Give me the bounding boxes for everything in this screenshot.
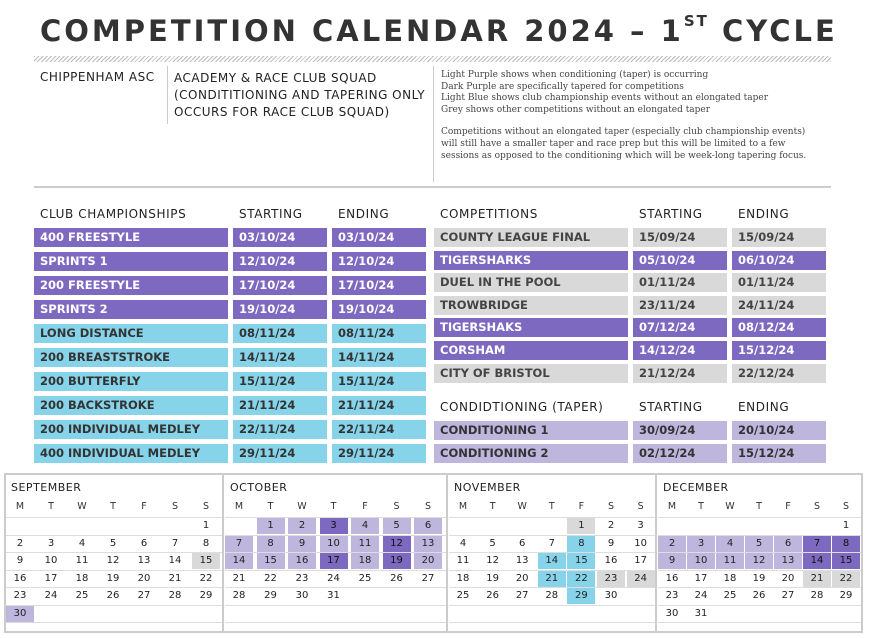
calendar-day: 13	[137, 555, 151, 566]
calendar-day: 5	[109, 537, 117, 549]
club-championship-end-date: 03/10/24	[332, 228, 426, 247]
competition-start-date: 05/10/24	[633, 251, 727, 270]
calendar-day: 4	[351, 518, 379, 534]
month-name: SEPTEMBER	[11, 481, 82, 494]
club-championships-header: CLUB CHAMPIONSHIPS	[40, 207, 187, 221]
calendar-day: 26	[390, 572, 403, 584]
conditioning-start-date: 02/12/24	[633, 444, 727, 463]
calendar-day: 28	[232, 590, 246, 601]
calendar-day: 12	[106, 555, 120, 566]
calendar-day: 20	[137, 572, 151, 584]
starting-header: STARTING	[639, 400, 703, 414]
weekday-label: M	[234, 501, 244, 512]
calendar-day: 11	[75, 555, 89, 566]
club-championship-event: 200 INDIVIDUAL MEDLEY	[34, 420, 228, 439]
competition-event: CORSHAM	[434, 341, 628, 360]
calendar-day: 18	[456, 572, 470, 584]
calendar-day: 13	[515, 555, 529, 566]
calendar-day: 1	[202, 520, 210, 531]
calendar-day: 21	[232, 572, 246, 584]
calendar-day: 22	[567, 571, 595, 587]
calendar-day: 6	[519, 537, 526, 549]
ending-header: ENDING	[338, 207, 390, 221]
calendar-day: 25	[456, 590, 470, 601]
club-championship-event: 400 INDIVIDUAL MEDLEY	[34, 444, 228, 463]
calendar-day: 7	[171, 537, 179, 549]
grid-line	[6, 517, 223, 518]
calendar-day: 12	[486, 555, 499, 566]
calendar-day: 3	[637, 520, 644, 531]
title-superscript: ST	[683, 12, 709, 30]
weekday-label: T	[489, 501, 496, 512]
calendar-day: 29	[199, 590, 213, 601]
calendar-day: 24	[627, 571, 655, 587]
weekday-label: W	[77, 501, 87, 512]
calendar-day: 7	[225, 536, 253, 552]
weekday-label: T	[267, 501, 274, 512]
calendar-day: 27	[421, 572, 435, 584]
calendar-day: 13	[774, 553, 802, 569]
month-divider	[446, 475, 448, 631]
conditioning-end-date: 15/12/24	[732, 444, 826, 463]
calendar-day: 1	[567, 518, 595, 534]
calendar-september	[6, 475, 223, 631]
calendar-day: 3	[320, 518, 348, 534]
calendar-day: 30	[604, 590, 618, 601]
competition-end-date: 22/12/24	[732, 364, 826, 383]
club-championship-event: SPRINTS 1	[34, 252, 228, 271]
competition-end-date: 15/12/24	[732, 341, 826, 360]
grid-line	[6, 622, 223, 623]
calendar-day: 14	[225, 553, 253, 569]
calendar-day: 4	[78, 537, 86, 549]
calendar-day: 4	[459, 537, 467, 549]
club-championship-end-date: 14/11/24	[332, 348, 426, 367]
calendar-day: 2	[288, 518, 316, 534]
calendar-day: 21	[803, 571, 831, 587]
weekday-label: S	[424, 501, 432, 512]
club-championship-event: 200 BUTTERFLY	[34, 372, 228, 391]
club-championship-end-date: 29/11/24	[332, 444, 426, 463]
club-championship-start-date: 22/11/24	[233, 420, 327, 439]
grid-line	[6, 605, 223, 606]
calendar-day: 13	[414, 536, 442, 552]
conditioning-start-date: 30/09/24	[633, 421, 727, 440]
month-divider	[655, 475, 657, 631]
calendar-day: 16	[13, 572, 27, 584]
calendar-day: 15	[567, 553, 595, 569]
calendar-day: 27	[515, 590, 529, 601]
calendar-day: 10	[634, 537, 647, 549]
calendar-day: 26	[106, 590, 120, 601]
competition-start-date: 23/11/24	[633, 296, 727, 315]
month-name: NOVEMBER	[454, 481, 521, 494]
club-championship-start-date: 15/11/24	[233, 372, 327, 391]
weekday-label: F	[785, 501, 791, 512]
calendar-day: 10	[320, 536, 348, 552]
calendar-day: 31	[327, 590, 340, 601]
club-championship-end-date: 22/11/24	[332, 420, 426, 439]
club-championship-end-date: 15/11/24	[332, 372, 426, 391]
calendar-day: 5	[745, 536, 773, 552]
month-name: DECEMBER	[663, 481, 729, 494]
weekday-label: W	[297, 501, 307, 512]
weekday-label: S	[813, 501, 821, 512]
competition-event: TIGERSHAKS	[434, 318, 628, 337]
calendar-day: 16	[288, 553, 316, 569]
calendar-october	[225, 475, 447, 631]
conditioning-end-date: 20/10/24	[732, 421, 826, 440]
calendar-day: 27	[781, 590, 795, 601]
calendar-day: 29	[839, 590, 853, 601]
calendar-day: 9	[288, 536, 316, 552]
competition-start-date: 15/09/24	[633, 228, 727, 247]
calendar-day: 7	[803, 536, 831, 552]
calendar-day: 24	[44, 590, 58, 601]
club-championship-event: LONG DISTANCE	[34, 324, 228, 343]
club-championship-start-date: 21/11/24	[233, 396, 327, 415]
section-separator	[34, 186, 831, 188]
month-divider	[222, 475, 224, 631]
starting-header: STARTING	[239, 207, 303, 221]
grid-line	[449, 622, 656, 623]
calendar-day: 25	[723, 590, 737, 601]
calendar-day: 11	[351, 536, 379, 552]
calendar-day: 19	[752, 572, 766, 584]
grid-line	[225, 622, 446, 623]
calendar-day: 19	[106, 572, 120, 584]
club-championship-start-date: 29/11/24	[233, 444, 327, 463]
competition-end-date: 06/10/24	[732, 251, 826, 270]
weekday-label: S	[842, 501, 850, 512]
calendar-day: 22	[832, 571, 860, 587]
calendar-day: 17	[634, 555, 647, 566]
divider	[167, 66, 168, 124]
calendar-day: 26	[486, 590, 499, 601]
weekday-label: W	[517, 501, 527, 512]
conditioning-header: CONDIDTIONING (TAPER)	[440, 400, 604, 414]
calendar-day: 8	[832, 536, 860, 552]
weekday-label: S	[607, 501, 615, 512]
club-championship-start-date: 19/10/24	[233, 300, 327, 319]
calendar-day: 5	[489, 537, 496, 549]
calendar-day: 17	[694, 572, 708, 584]
calendar-day: 10	[687, 553, 715, 569]
weekday-label: F	[578, 501, 585, 512]
weekday-label: M	[667, 501, 677, 512]
calendar-day: 1	[842, 520, 850, 531]
calendar-day: 24	[694, 590, 708, 601]
weekday-label: T	[110, 501, 116, 512]
weekday-label: S	[202, 501, 210, 512]
calendar-day: 18	[723, 572, 737, 584]
calendar-day: 18	[75, 572, 89, 584]
weekday-label: T	[756, 501, 762, 512]
club-championship-end-date: 19/10/24	[332, 300, 426, 319]
calendar-day: 23	[665, 590, 679, 601]
club-championship-start-date: 12/10/24	[233, 252, 327, 271]
calendar-day: 25	[75, 590, 89, 601]
calendar-day: 22	[264, 572, 277, 584]
calendar-day: 16	[665, 572, 679, 584]
page-title: COMPETITION CALENDAR 2024 – 1ST CYCLE	[40, 12, 838, 48]
grid-line	[225, 605, 446, 606]
grid-line	[658, 517, 861, 518]
calendar-day: 23	[295, 572, 309, 584]
calendar-day: 11	[456, 555, 470, 566]
calendar-day: 27	[137, 590, 151, 601]
competition-event: TIGERSHARKS	[434, 251, 628, 270]
calendar-day: 3	[47, 537, 55, 549]
calendar-day: 4	[716, 536, 744, 552]
competition-end-date: 01/11/24	[732, 273, 826, 292]
ending-header: ENDING	[738, 207, 790, 221]
club-championship-event: 200 BACKSTROKE	[34, 396, 228, 415]
calendar-day: 14	[168, 555, 182, 566]
calendar-day: 17	[44, 572, 58, 584]
calendar-day: 2	[607, 520, 615, 531]
calendar-day: 20	[515, 572, 529, 584]
calendar-day: 6	[774, 536, 802, 552]
weekday-label: S	[393, 501, 400, 512]
club-championship-start-date: 14/11/24	[233, 348, 327, 367]
calendar-day: 15	[832, 553, 860, 569]
calendar-day: 24	[327, 572, 340, 584]
calendar-day: 16	[604, 555, 618, 566]
calendar-day: 28	[810, 590, 824, 601]
calendar-day: 2	[658, 536, 686, 552]
calendar-november	[449, 475, 656, 631]
squad-description: ACADEMY & RACE CLUB SQUAD (CONDITITIONING AND TAPERING ONLY OCCURS FOR RACE CLUB SQUAD)	[174, 71, 426, 119]
calendar-day: 9	[658, 553, 686, 569]
calendar-day: 2	[16, 537, 24, 549]
calendar-day: 6	[414, 518, 442, 534]
weekday-label: T	[330, 501, 337, 512]
calendar-day: 30	[6, 606, 34, 622]
calendar-day: 31	[694, 607, 708, 619]
calendar-day: 23	[13, 590, 27, 601]
calendar-day: 14	[803, 553, 831, 569]
calendar-day: 8	[257, 536, 285, 552]
weekday-label: W	[725, 501, 735, 512]
starting-header: STARTING	[639, 207, 703, 221]
calendar-day: 29	[264, 590, 277, 601]
calendar-day: 7	[548, 537, 555, 549]
calendar-day: 28	[168, 590, 182, 601]
ending-header: ENDING	[738, 400, 790, 414]
calendar-day: 22	[199, 572, 213, 584]
calendar-day: 12	[745, 553, 773, 569]
club-championship-event: 200 BREASTSTROKE	[34, 348, 228, 367]
club-championship-end-date: 08/11/24	[332, 324, 426, 343]
weekday-label: M	[458, 501, 468, 512]
calendar-day: 17	[320, 553, 348, 569]
calendar-day: 30	[665, 607, 679, 619]
club-name: CHIPPENHAM ASC	[40, 70, 155, 84]
club-championship-event: SPRINTS 2	[34, 300, 228, 319]
hatch-divider	[34, 56, 831, 62]
calendar-day: 10	[44, 555, 58, 566]
competition-event: DUEL IN THE POOL	[434, 273, 628, 292]
calendar-day: 15	[192, 553, 220, 569]
grid-line	[449, 517, 656, 518]
calendar-day: 30	[295, 590, 309, 601]
calendar-day: 14	[538, 553, 566, 569]
competition-start-date: 14/12/24	[633, 341, 727, 360]
calendar-day: 26	[752, 590, 766, 601]
club-championship-start-date: 08/11/24	[233, 324, 327, 343]
weekday-label: S	[171, 501, 179, 512]
competition-end-date: 08/12/24	[732, 318, 826, 337]
calendar-day: 21	[168, 572, 182, 584]
competition-event: TROWBRIDGE	[434, 296, 628, 315]
competition-start-date: 21/12/24	[633, 364, 727, 383]
calendar-day: 9	[16, 555, 24, 566]
calendar-day: 15	[257, 553, 285, 569]
grid-line	[449, 605, 656, 606]
conditioning-event: CONDITIONING 1	[434, 421, 628, 440]
calendar-day: 19	[383, 553, 411, 569]
conditioning-event: CONDITIONING 2	[434, 444, 628, 463]
weekday-label: F	[141, 501, 147, 512]
calendar-day: 9	[607, 537, 615, 549]
weekday-label: M	[15, 501, 25, 512]
competition-end-date: 24/11/24	[732, 296, 826, 315]
competition-event: CITY OF BRISTOL	[434, 364, 628, 383]
calendar-day: 23	[597, 571, 625, 587]
weekday-label: T	[698, 501, 704, 512]
club-championship-start-date: 17/10/24	[233, 276, 327, 295]
competition-event: COUNTY LEAGUE FINAL	[434, 228, 628, 247]
club-championship-event: 200 FREESTYLE	[34, 276, 228, 295]
calendar-day: 20	[781, 572, 795, 584]
weekday-label: T	[48, 501, 54, 512]
legend-notes: Light Purple shows when conditioning (taper) is occurring Dark Purple are specifically tapered for competitions Light Blue shows club championship events without an elongated taper Grey shows other competitions without an elongated taper Competitions without an elongated taper (especially club championship events) will still have a smaller taper and race prep but this will be limited to a few sessions as opposed to the conditioning which will be week-long tapering focus.	[441, 70, 807, 161]
club-championship-event: 400 FREESTYLE	[34, 228, 228, 247]
calendar-day: 12	[383, 536, 411, 552]
weekday-label: F	[362, 501, 368, 512]
club-championship-start-date: 03/10/24	[233, 228, 327, 247]
calendar-december	[658, 475, 861, 631]
calendar-day: 20	[414, 553, 442, 569]
calendar-day: 8	[202, 537, 210, 549]
calendar-day: 21	[538, 571, 566, 587]
calendar-day: 25	[358, 572, 372, 584]
calendar-day: 11	[716, 553, 744, 569]
club-championship-end-date: 17/10/24	[332, 276, 426, 295]
calendar-day: 3	[687, 536, 715, 552]
competitions-header: COMPETITIONS	[440, 207, 538, 221]
competition-end-date: 15/09/24	[732, 228, 826, 247]
calendar-day: 6	[140, 537, 148, 549]
club-championship-end-date: 12/10/24	[332, 252, 426, 271]
competition-start-date: 07/12/24	[633, 318, 727, 337]
divider	[433, 66, 434, 182]
month-name: OCTOBER	[230, 481, 288, 494]
grid-line	[658, 622, 861, 623]
calendar-day: 28	[545, 590, 559, 601]
club-championship-end-date: 21/11/24	[332, 396, 426, 415]
calendar-day: 5	[383, 518, 411, 534]
calendar-day: 8	[567, 536, 595, 552]
calendar-day: 18	[351, 553, 379, 569]
calendar-day: 19	[486, 572, 499, 584]
calendar-day: 1	[257, 518, 285, 534]
weekday-label: T	[548, 501, 555, 512]
weekday-label: S	[637, 501, 644, 512]
competition-start-date: 01/11/24	[633, 273, 727, 292]
calendar-day: 29	[567, 588, 595, 604]
